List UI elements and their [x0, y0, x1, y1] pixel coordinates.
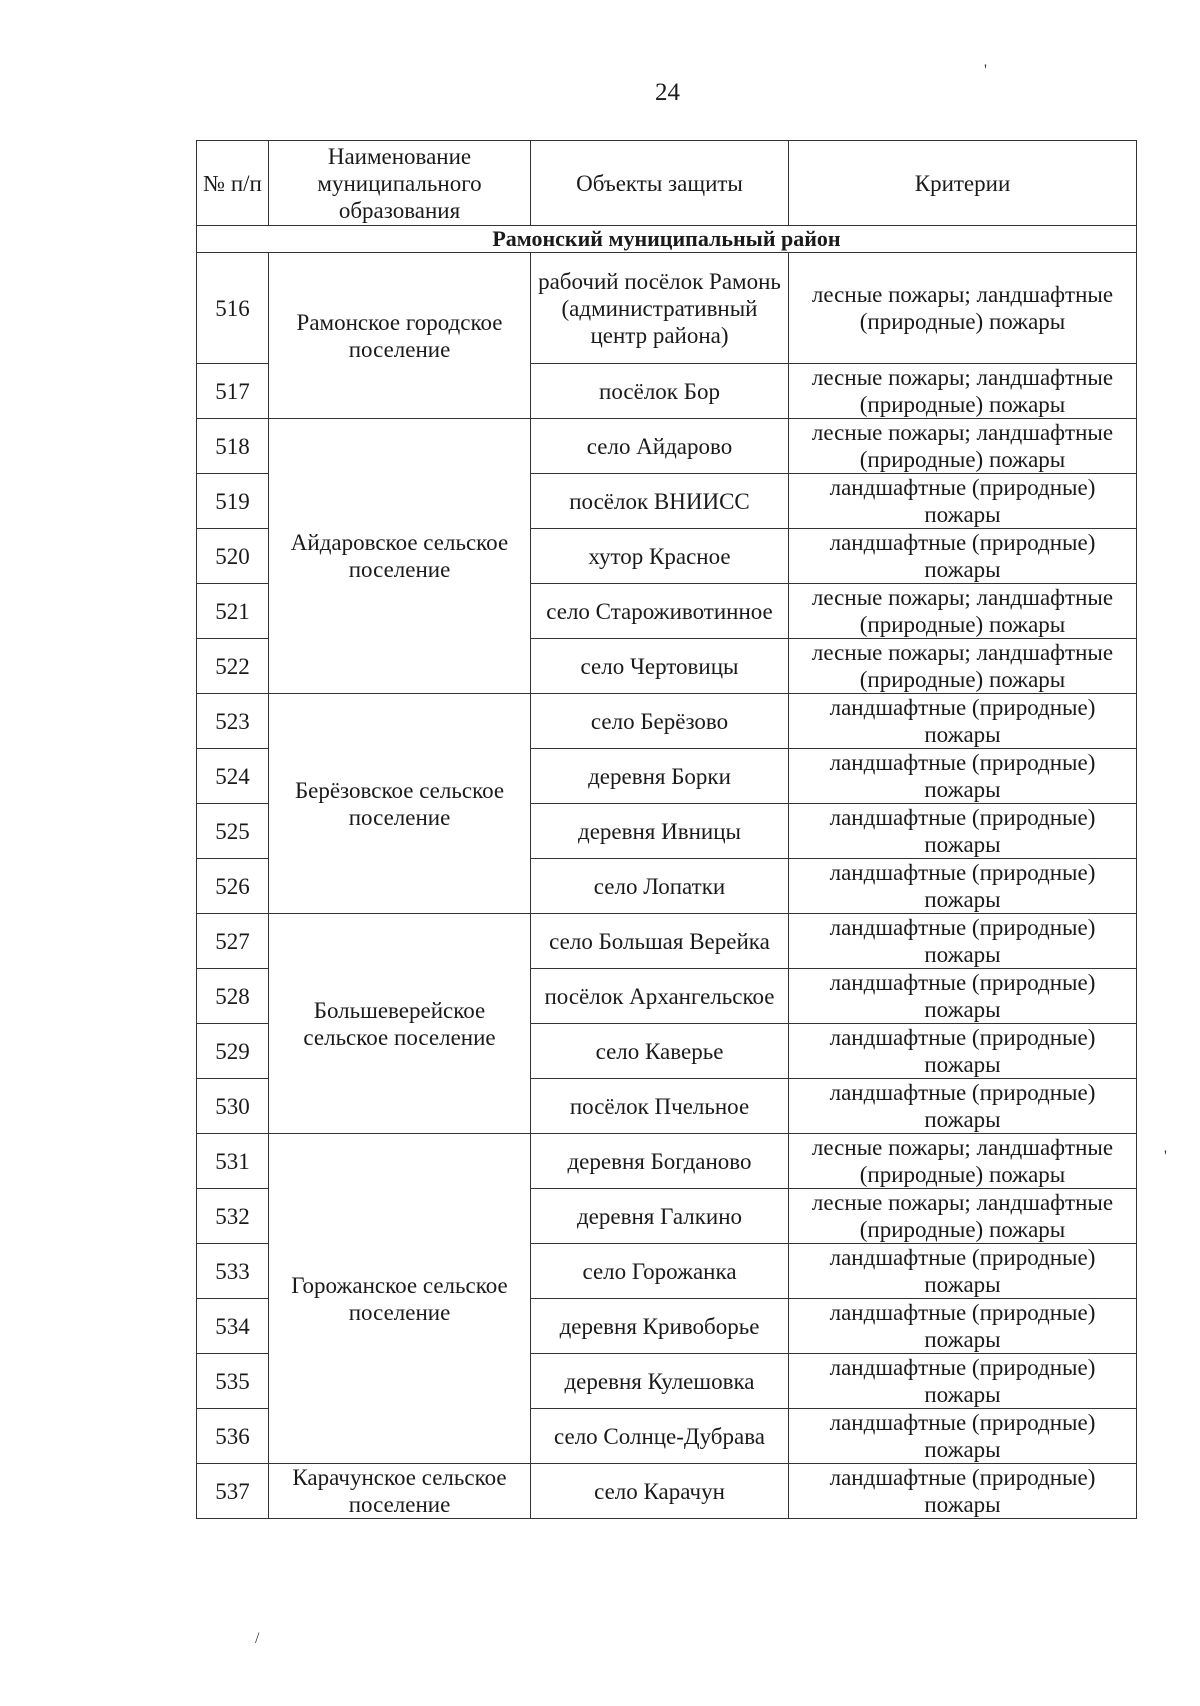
protection-object: посёлок Архангельское	[531, 969, 789, 1024]
district-title: Рамонский муниципальный район	[197, 226, 1137, 253]
table-row	[197, 694, 1137, 749]
fire-criteria: лесные пожары; ландшафтные (природные) пожары	[789, 584, 1137, 639]
fire-criteria: лесные пожары; ландшафтные (природные) пожары	[789, 639, 1137, 694]
table-row	[197, 253, 1137, 364]
municipality-name: Рамонское городское поселение	[269, 253, 531, 419]
protection-object: село Айдарово	[531, 419, 789, 474]
protection-object: деревня Богданово	[531, 1134, 789, 1189]
row-number: 524	[197, 749, 269, 804]
fire-criteria: лесные пожары; ландшафтные (природные) пожары	[789, 253, 1137, 364]
protection-object: деревня Ивницы	[531, 804, 789, 859]
header-municipality: Наименование муниципального образования	[269, 141, 531, 226]
protection-object: посёлок Бор	[531, 364, 789, 419]
header-objects: Объекты защиты	[531, 141, 789, 226]
municipality-name: Горожанское сельское поселение	[269, 1134, 531, 1464]
fire-criteria: ландшафтные (природные) пожары	[789, 1079, 1137, 1134]
fire-criteria: ландшафтные (природные) пожары	[789, 529, 1137, 584]
fire-criteria: ландшафтные (природные) пожары	[789, 804, 1137, 859]
row-number: 537	[197, 1464, 269, 1519]
row-number: 526	[197, 859, 269, 914]
fire-criteria: лесные пожары; ландшафтные (природные) пожары	[789, 1189, 1137, 1244]
header-criteria: Критерии	[789, 141, 1137, 226]
scan-speck: /	[255, 1630, 260, 1647]
fire-criteria: ландшафтные (природные) пожары	[789, 694, 1137, 749]
municipality-name: Большеверейское сельское поселение	[269, 914, 531, 1134]
row-number: 517	[197, 364, 269, 419]
protection-object: посёлок ВНИИСС	[531, 474, 789, 529]
header-num: № п/п	[197, 141, 269, 226]
protection-object: село Горожанка	[531, 1244, 789, 1299]
row-number: 535	[197, 1354, 269, 1409]
district-row	[197, 226, 1137, 253]
fire-criteria: ландшафтные (природные) пожары	[789, 1244, 1137, 1299]
table-header-row	[197, 141, 1137, 226]
fire-criteria: ландшафтные (природные) пожары	[789, 914, 1137, 969]
row-number: 519	[197, 474, 269, 529]
row-number: 522	[197, 639, 269, 694]
row-number: 528	[197, 969, 269, 1024]
fire-criteria: ландшафтные (природные) пожары	[789, 859, 1137, 914]
protection-object: село Лопатки	[531, 859, 789, 914]
row-number: 536	[197, 1409, 269, 1464]
row-number: 523	[197, 694, 269, 749]
scan-speck: '	[984, 62, 987, 79]
protection-object: рабочий посёлок Рамонь (административный центр района)	[531, 253, 789, 364]
municipality-name: Карачунское сельское поселение	[269, 1464, 531, 1519]
protection-object: село Карачун	[531, 1464, 789, 1519]
row-number: 521	[197, 584, 269, 639]
fire-criteria: ландшафтные (природные) пожары	[789, 1464, 1137, 1519]
row-number: 527	[197, 914, 269, 969]
protection-object: село Берёзово	[531, 694, 789, 749]
table-row	[197, 1464, 1137, 1519]
table-row	[197, 914, 1137, 969]
row-number: 533	[197, 1244, 269, 1299]
table-row	[197, 1134, 1137, 1189]
row-number: 531	[197, 1134, 269, 1189]
row-number: 525	[197, 804, 269, 859]
row-number: 518	[197, 419, 269, 474]
protection-object: деревня Кулешовка	[531, 1354, 789, 1409]
row-number: 532	[197, 1189, 269, 1244]
municipality-name: Берёзовское сельское поселение	[269, 694, 531, 914]
row-number: 529	[197, 1024, 269, 1079]
table-row	[197, 419, 1137, 474]
fire-criteria: ландшафтные (природные) пожары	[789, 1354, 1137, 1409]
protection-object: деревня Галкино	[531, 1189, 789, 1244]
protection-object: посёлок Пчельное	[531, 1079, 789, 1134]
protection-object: село Солнце-Дубрава	[531, 1409, 789, 1464]
row-number: 530	[197, 1079, 269, 1134]
protection-object: деревня Кривоборье	[531, 1299, 789, 1354]
municipality-name: Айдаровское сельское поселение	[269, 419, 531, 694]
scan-speck: '	[1164, 1148, 1167, 1165]
protection-object: село Каверье	[531, 1024, 789, 1079]
protection-object: село Староживотинное	[531, 584, 789, 639]
protection-object: деревня Борки	[531, 749, 789, 804]
protection-object: хутор Красное	[531, 529, 789, 584]
protection-object: село Большая Верейка	[531, 914, 789, 969]
row-number: 516	[197, 253, 269, 364]
table-body	[197, 141, 1137, 1519]
fire-criteria: ландшафтные (природные) пожары	[789, 969, 1137, 1024]
fire-criteria: ландшафтные (природные) пожары	[789, 474, 1137, 529]
fire-criteria: ландшафтные (природные) пожары	[789, 1299, 1137, 1354]
row-number: 520	[197, 529, 269, 584]
protection-object: село Чертовицы	[531, 639, 789, 694]
fire-criteria: лесные пожары; ландшафтные (природные) пожары	[789, 419, 1137, 474]
fire-criteria: лесные пожары; ландшафтные (природные) пожары	[789, 1134, 1137, 1189]
row-number: 534	[197, 1299, 269, 1354]
fire-criteria: ландшафтные (природные) пожары	[789, 749, 1137, 804]
protection-objects-table	[196, 140, 1137, 1519]
fire-criteria: ландшафтные (природные) пожары	[789, 1024, 1137, 1079]
page-number: 24	[655, 79, 680, 106]
fire-criteria: лесные пожары; ландшафтные (природные) пожары	[789, 364, 1137, 419]
fire-criteria: ландшафтные (природные) пожары	[789, 1409, 1137, 1464]
